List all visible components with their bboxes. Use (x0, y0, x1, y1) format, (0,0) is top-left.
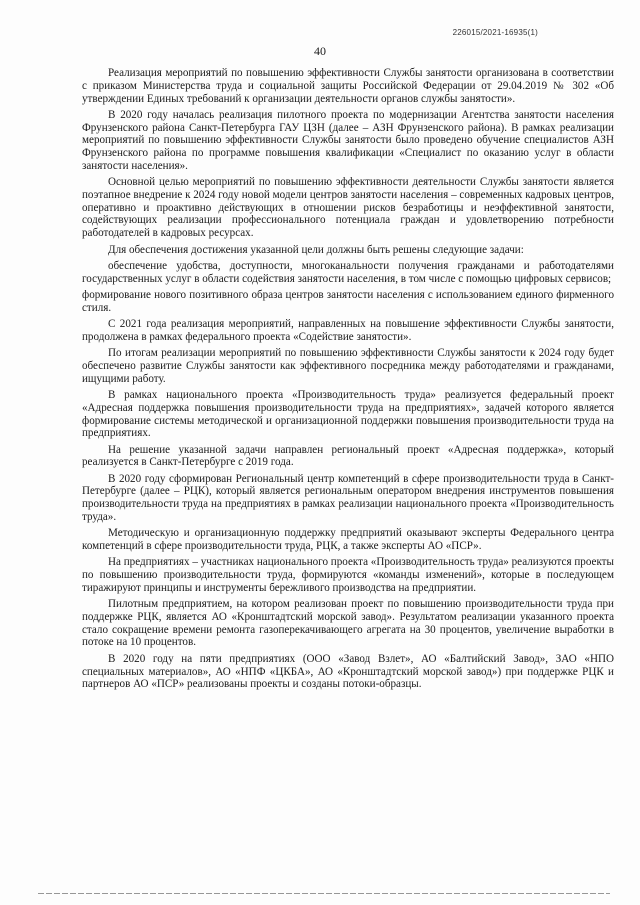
paragraph: На решение указанной задачи направлен региональный проект «Адресная поддержка», который реализуется в Санкт-Петербурге с 2019 года. (82, 443, 614, 469)
task-list-item: формирование нового позитивного образа центров занятости населения с использованием единого фирменного стиля. (82, 288, 614, 314)
paragraph: Реализация мероприятий по повышению эффективности Службы занятости организована в соответствии с приказом Министерства труда и социальной защиты Российской Федерации от 29.04.2019 № 302 «Об утверждении Единых требований к организации деятельности органов службы занятости». (82, 67, 614, 105)
paragraph: В 2020 году сформирован Региональный центр компетенций в сфере производительности труда в Санкт-Петербурге (далее – РЦК), который является региональным оператором внедрения инструментов повышения производительности труда на предприятиях в рамках реализации национального проекта «Производительность труда». (82, 472, 614, 523)
paragraph: С 2021 года реализация мероприятий, направленных на повышение эффективности Службы занятости, продолжена в рамках федерального проекта «Содействие занятости». (82, 318, 614, 343)
scan-edge-line (38, 893, 610, 894)
document-body (82, 67, 614, 695)
paragraph: В 2020 году на пяти предприятиях (ООО «Завод Взлет», АО «Балтийский Завод», ЗАО «НПО специальных материалов», АО «НПФ «ЦКБА», АО «Кронштадтский морской завод») при поддержке РЦК и партнеров АО «ПСР» реализованы проекты и созданы потоки-образцы. (82, 652, 614, 691)
paragraph: В рамках национального проекта «Производительность труда» реализуется федеральный проект «Адресная поддержка повышения производительности труда на предприятиях», задачей которого является формирование системы методической и организационной поддержки повышения производительности труда на предприятиях. (82, 389, 614, 440)
paragraph: Методическую и организационную поддержку предприятий оказывают эксперты Федерального центра компетенций в сфере производительности труда, РЦК, а также эксперты АО «ПСР». (82, 527, 614, 553)
document-registration-number: 226015/2021-16935(1) (452, 28, 538, 37)
paragraph: Основной целью мероприятий по повышению эффективности деятельности Службы занятости является поэтапное внедрение к 2024 году новой модели центров занятости населения – современных кадровых центров, оперативно и проактивно действующих в отношении рисков безработицы и неэффективной занятости, содействующих реализации профессионального потенциала граждан и удовлетворению потребности работодателей в кадровых ресурсах. (82, 176, 614, 240)
task-list-item: обеспечение удобства, доступности, многоканальности получения гражданами и работодателями государственных услуг в области содействия занятости населения, в том числе с помощью цифровых сервисов; (82, 259, 614, 285)
paragraph: На предприятиях – участниках национального проекта «Производительность труда» реализуются проекты по повышению производительности труда, формируются «команды изменений», которые в последующем тиражируют принципы и инструменты бережливого производства на предприятии. (82, 556, 614, 594)
page-number: 40 (314, 44, 326, 58)
paragraph: По итогам реализации мероприятий по повышению эффективности Службы занятости к 2024 году будет обеспечено развитие Службы занятости как эффективного посредника между работодателями и гражданами, ищущими работу. (82, 347, 614, 385)
paragraph: Для обеспечения достижения указанной цели должны быть решены следующие задачи: (108, 243, 524, 256)
paragraph: В 2020 году началась реализация пилотного проекта по модернизации Агентства занятости населения Фрунзенского района Санкт-Петербурга ГАУ ЦЗН (далее – АЗН Фрунзенского района). В рамках реализации мероприятий по повышению эффективности Службы занятости было проведено обучение специалистов АЗН Фрунзенского района по программе повышения квалификации «Специалист по оказанию услуг в области занятости населения». (82, 108, 614, 172)
paragraph: Пилотным предприятием, на котором реализован проект по повышению производительности труда при поддержке РЦК, является АО «Кронштадтский морской завод». Результатом реализации указанного проекта стало сокращение времени ремонта газоперекачивающего агрегата на 30 процентов, увеличение выработки в потоке на 10 процентов. (82, 598, 614, 649)
